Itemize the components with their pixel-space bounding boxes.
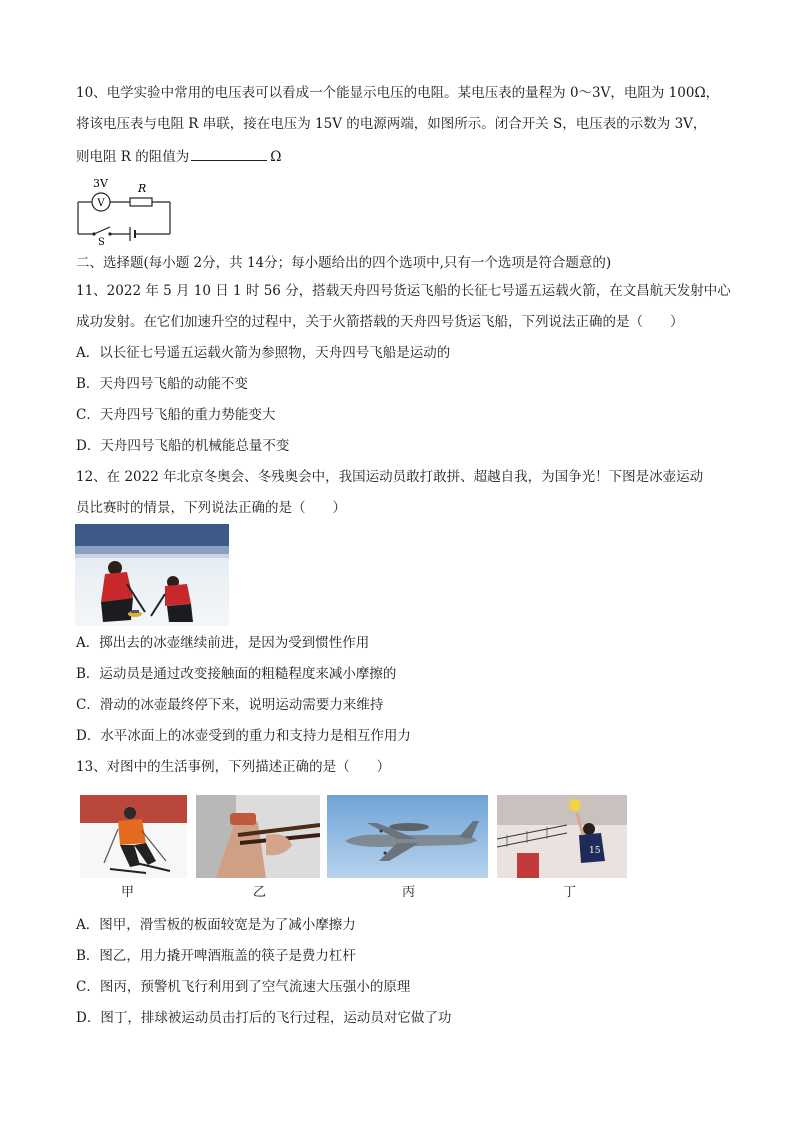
voltmeter-label: 3V xyxy=(93,177,108,190)
resistor-icon xyxy=(130,198,152,206)
aircraft-photo xyxy=(327,795,488,878)
q10-question-text: 则电阻 R 的阻值为 xyxy=(76,149,190,165)
q13-line-1: 13、对图中的生活事例，下列描述正确的是（ ） xyxy=(76,759,391,775)
q11-line-1: 11、2022 年 5 月 10 日 1 时 56 分，搭载天舟四号货运飞船的长征七号遥五运载火箭，在文昌航天发射中心 xyxy=(76,283,731,299)
circuit-diagram xyxy=(72,174,176,246)
q13-option-a[interactable]: A．图甲，滑雪板的板面较宽是为了减小摩擦力 xyxy=(76,917,356,933)
caption-jia: 甲 xyxy=(121,885,135,900)
volleyball-photo xyxy=(497,795,627,878)
q10-line-1: 10、电学实验中常用的电压表可以看成一个能显示电压的电阻。某电压表的量程为 0～3V，电阻为 100Ω， xyxy=(76,85,720,101)
section-heading: 二、选择题(每小题 2分，共 14分；每小题给出的四个选项中,只有一个选项是符合题意的) xyxy=(76,255,612,271)
q12-option-d[interactable]: D．水平冰面上的冰壶受到的重力和支持力是相互作用力 xyxy=(76,728,411,744)
resistor-label: R xyxy=(138,182,147,195)
q13-option-d[interactable]: D．图丁，排球被运动员击打后的飞行过程，运动员对它做了功 xyxy=(76,1010,452,1026)
bottle-opener-photo xyxy=(196,795,320,878)
caption-ding: 丁 xyxy=(563,885,577,900)
switch-label: S xyxy=(98,237,105,246)
q11-option-b[interactable]: B．天舟四号飞船的动能不变 xyxy=(76,376,248,392)
curling-photo xyxy=(75,524,229,626)
q10-unit: Ω xyxy=(270,149,282,165)
caption-yi: 乙 xyxy=(253,885,267,900)
q12-option-c[interactable]: C．滑动的冰壶最终停下来，说明运动需要力来维持 xyxy=(76,697,384,713)
q12-line-1: 12、在 2022 年北京冬奥会、冬残奥会中，我国运动员敢打敢拼、超越自我，为国争光！下图是冰壶运动 xyxy=(76,469,704,485)
q10-line-2: 将该电压表与电阻 R 串联，接在电压为 15V 的电源两端，如图所示。闭合开关 S，电压表的示数为 3V， xyxy=(76,116,707,132)
answer-blank[interactable] xyxy=(191,146,267,161)
switch-icon xyxy=(94,227,110,234)
skier-photo xyxy=(80,795,187,878)
q12-option-b[interactable]: B．运动员是通过改变接触面的粗糙程度来减小摩擦的 xyxy=(76,666,397,682)
q12-option-a[interactable]: A．掷出去的冰壶继续前进，是因为受到惯性作用 xyxy=(76,635,370,651)
q10-line-3 xyxy=(76,146,281,166)
voltmeter-symbol: V xyxy=(97,198,105,209)
jersey-number: 15 xyxy=(589,846,601,856)
caption-bing: 丙 xyxy=(402,885,416,900)
q11-option-d[interactable]: D．天舟四号飞船的机械能总量不变 xyxy=(76,438,290,454)
q12-line-2: 员比赛时的情景，下列说法正确的是（ ） xyxy=(76,500,346,516)
q11-line-2: 成功发射。在它们加速升空的过程中，关于火箭搭载的天舟四号货运飞船，下列说法正确的是（ ） xyxy=(76,314,684,330)
q11-option-c[interactable]: C．天舟四号飞船的重力势能变大 xyxy=(76,407,276,423)
q13-option-c[interactable]: C．图丙，预警机飞行利用到了空气流速大压强小的原理 xyxy=(76,979,411,995)
q11-option-a[interactable]: A．以长征七号遥五运载火箭为参照物，天舟四号飞船是运动的 xyxy=(76,345,451,361)
q13-option-b[interactable]: B．图乙，用力撬开啤酒瓶盖的筷子是费力杠杆 xyxy=(76,948,356,964)
